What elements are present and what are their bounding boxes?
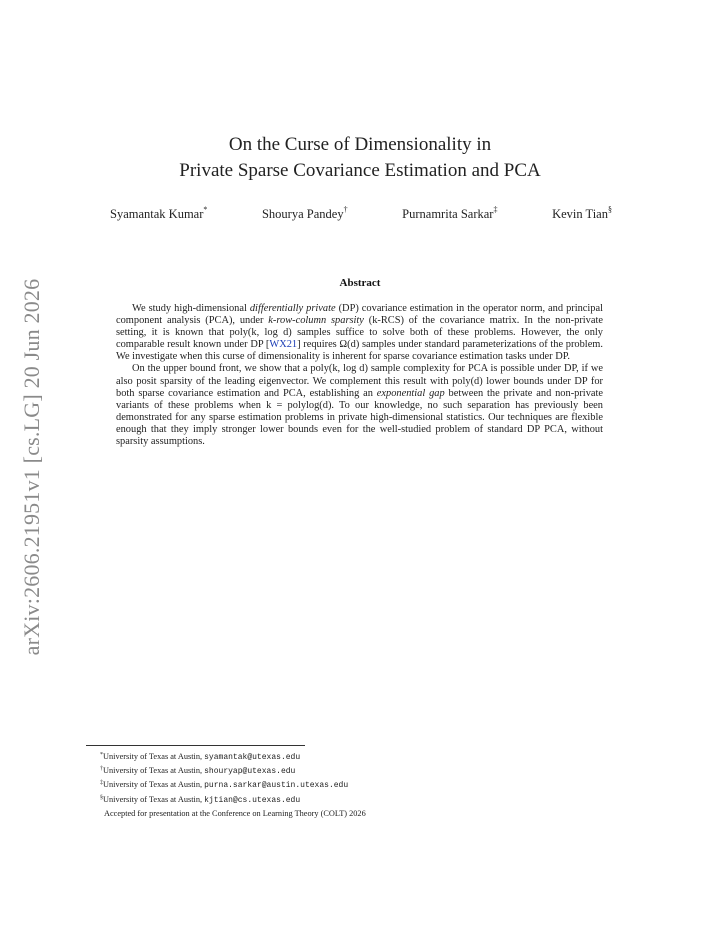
author-mark: § xyxy=(607,205,612,214)
footnotes xyxy=(100,750,620,820)
email-link[interactable]: shouryap@utexas.edu xyxy=(204,767,296,777)
abstract-paragraph-1 xyxy=(116,303,603,363)
emphasis: exponential gap xyxy=(376,387,445,399)
author xyxy=(262,207,348,222)
acceptance-note: Accepted for presentation at the Conference on Learning Theory (COLT) 2026 xyxy=(104,808,366,818)
footnote xyxy=(100,793,620,807)
text-run: ] requires Ω(d) samples under standard parameterizations of the problem. We investigate when this curse of dimensionality is inherent for sparse covariance estimation tasks under DP. xyxy=(116,339,603,363)
footnote-mark: § xyxy=(100,794,103,801)
text-run: (k-RCS) of the covariance matrix. In the non-private setting, it is known that poly(k, log d) samples suffice to solve both of these problems. However, the only comparable result known under DP [ xyxy=(116,315,603,351)
footnote-mark: † xyxy=(100,766,103,773)
author xyxy=(552,207,612,222)
footnote-text: University of Texas at Austin, xyxy=(103,766,205,776)
text-run: We study high-dimensional xyxy=(132,303,250,314)
author-name: Purnamrita Sarkar xyxy=(402,207,494,221)
text-run: (DP) covariance estimation in the operator norm, and principal component analysis (PCA), under xyxy=(116,303,604,327)
footnote xyxy=(100,764,620,778)
author-mark: † xyxy=(343,205,348,214)
footnote-rule xyxy=(86,745,305,746)
author-list xyxy=(110,207,612,222)
citation-link[interactable]: WX21 xyxy=(269,339,298,351)
footnote xyxy=(100,750,620,764)
arxiv-identifier-stamp xyxy=(12,262,52,672)
abstract-heading: Abstract xyxy=(339,277,381,289)
arxiv-id-text: arXiv:2606.21951v1 [cs.LG] 20 Jun 2026 xyxy=(19,278,44,656)
author-name: Syamantak Kumar xyxy=(110,207,204,221)
abstract-body xyxy=(116,303,603,448)
author-mark: * xyxy=(203,205,208,214)
email-link[interactable]: syamantak@utexas.edu xyxy=(204,753,301,762)
title-line-2: Private Sparse Covariance Estimation and PCA xyxy=(179,160,541,181)
abstract-paragraph-2 xyxy=(116,363,603,448)
title-line-1: On the Curse of Dimensionality in xyxy=(228,134,492,155)
footnote xyxy=(100,778,620,792)
author-name: Shourya Pandey xyxy=(261,207,344,221)
text-run: between the private and non-private variants of these problems when k = polylog(d). To our knowledge, no such separation has previously been demonstrated for any sparse estimation problems in private high-dimensional statistics. Our techniques are flexible enough that they imply stronger lower bounds even for the well-studied problem of standard DP PCA, without sparsity assumptions. xyxy=(116,387,604,448)
footnote-text: University of Texas at Austin, xyxy=(103,794,205,804)
email-link[interactable]: purna.sarkar@austin.utexas.edu xyxy=(204,781,349,791)
emphasis: k-row-column sparsity xyxy=(268,315,364,327)
emphasis: differentially private xyxy=(249,303,336,314)
author xyxy=(110,207,207,222)
footnote-text: University of Texas at Austin, xyxy=(103,752,205,761)
author xyxy=(402,207,497,222)
text-run: On the upper bound front, we show that a poly(k, log d) sample complexity for PCA is possible under DP, if we also posit sparsity of the leading eigenvector. We complement this result with poly(d) lower bounds under DP for both sparse covariance estimation and PCA, establishing an xyxy=(116,363,603,399)
author-mark: ‡ xyxy=(493,205,498,214)
footnote-mark: * xyxy=(100,752,103,758)
footnote-mark: ‡ xyxy=(100,780,103,787)
footnote-text: University of Texas at Austin, xyxy=(103,780,205,790)
email-link[interactable]: kjtian@cs.utexas.edu xyxy=(204,795,301,805)
paper-title xyxy=(0,132,720,184)
author-name: Kevin Tian xyxy=(552,207,608,221)
